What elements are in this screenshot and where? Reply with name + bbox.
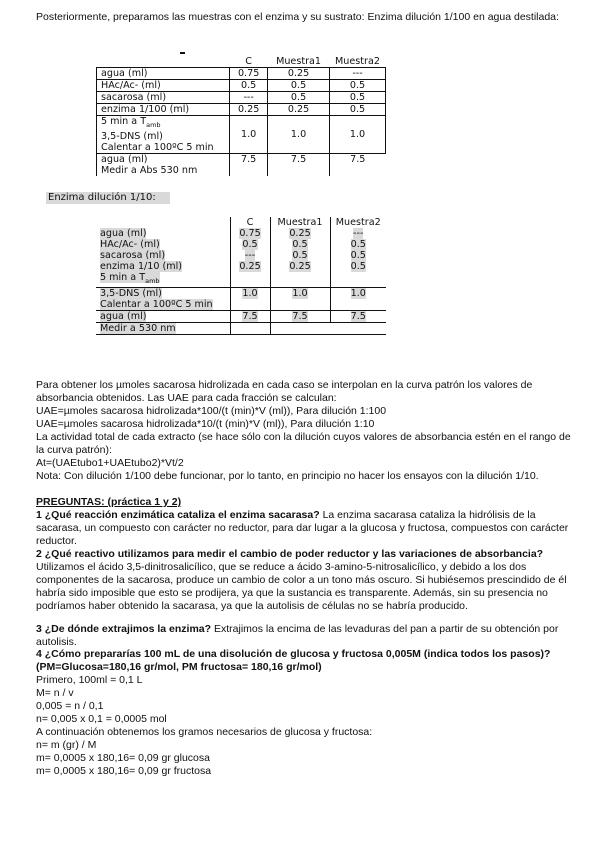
calc-line: n= m (gr) / M (36, 739, 97, 751)
header-muestra1: Muestra1 (270, 217, 330, 228)
cell-m1: 0.25 (289, 261, 311, 272)
row-label: 5 min a $T_{amb}$ (100, 272, 160, 285)
formula-uae-100: UAE=µmoles sacarosa hidrolizada*100/(t (min)*V (ml)), Para dilución 1:100 (36, 405, 387, 417)
table-row (96, 239, 386, 250)
cell-c: 7.5 (242, 310, 258, 322)
row-label: HAc/Ac- (ml) (100, 239, 160, 250)
table-row (96, 250, 386, 261)
cell-m2: 1.0 (330, 116, 386, 154)
row-label-steps: 5 min a $T_{amb}$ 3,5-DNS (ml) Calentar a 100ºC 5 min (97, 116, 230, 154)
cell-c: 0.5 (230, 80, 268, 92)
row-label: HAc/Ac- (ml) (97, 80, 230, 92)
calc-line: n= 0,005 x 0,1 = 0,0005 mol (36, 713, 167, 725)
intro-text: Posteriormente, preparamos las muestras con el enzima y su sustrato: Enzima dilución 1/100 en agua destilada: (36, 11, 559, 23)
cell-m2: 7.5 (330, 153, 386, 176)
cell-m2: --- (353, 228, 364, 239)
cell-m1: 7.5 (292, 310, 308, 322)
table-row (97, 153, 386, 176)
row-label: Medir a 530 nm (100, 322, 176, 334)
question-2: 2 ¿Qué reactivo utilizamos para medir el cambio de poder reductor y las variaciones de absorbancia? Utilizamos el ácido 3,5-dinitrosalicílico, que se reduce a ácido 3-amino-5-nitrosalicílico, y debido a los dos componentes de la sacarosa, produce un cambio de color a un tono más oscuro. Si hubiésemos prescindido de él habría sido imposible que esto se prodijera, ya que la sustancia es transparente. Además, sin su presencia no podríamos haber obtenido la sacarasa, ya que la autolisis de células no se habría producido. (36, 548, 567, 613)
cell-c: 0.75 (230, 68, 268, 80)
calc-line: A continuación obtenemos los gramos necesarios de glucosa y fructosa: (36, 726, 373, 738)
header-c: C (230, 217, 270, 228)
table-row (96, 261, 386, 272)
cell-c: 1.0 (242, 287, 258, 299)
table-row (97, 92, 386, 104)
header-muestra1: Muestra1 (268, 56, 330, 68)
row-label: sacarosa (ml) (100, 250, 166, 261)
cell-m2: --- (330, 68, 386, 80)
row-label: agua (ml) (100, 310, 147, 322)
header-muestra2: Muestra2 (330, 217, 386, 228)
row-label: sacarosa (ml) (97, 92, 230, 104)
cell-m1: 0.25 (268, 68, 330, 80)
calc-line: m= 0,0005 x 180,16= 0,09 gr fructosa (36, 765, 212, 777)
cell-c: 7.5 (230, 153, 268, 176)
table-row (96, 299, 386, 311)
stray-mark (180, 52, 185, 54)
cell-c: --- (244, 250, 256, 261)
calc-line: Primero, 100ml = 0,1 L (36, 674, 143, 686)
table-row (96, 287, 386, 299)
table-row (97, 68, 386, 80)
cell-m1: 7.5 (268, 153, 330, 176)
cell-m2: 0.5 (330, 80, 386, 92)
cell-m1: 0.25 (268, 104, 330, 116)
table-row (97, 80, 386, 92)
cell-c: --- (230, 92, 268, 104)
cell-c: 0.25 (239, 261, 261, 272)
row-label: agua (ml) (100, 228, 147, 239)
questions-heading: PREGUNTAS: (práctica 1 y 2) (36, 496, 182, 508)
cell-c: 0.75 (239, 228, 261, 239)
calc-line: M= n / v (36, 687, 74, 699)
paragraph-interpolation: Para obtener los µmoles sacarosa hidrolizada en cada caso se interpolan en la curva patrón los valores de absorbancia obtenidos. Las UAE para cada fracción se calculan: (36, 379, 533, 405)
formula-uae-10: UAE=µmoles sacarosa hidrolizada*10/(t (min)*V (ml)), Para dilución 1:10 (36, 418, 375, 430)
paragraph-total-activity: La actividad total de cada extracto (se hace sólo con la dilución cuyos valores de absorbancia estén en el rango de la curva patrón): (36, 431, 571, 457)
question-1: 1 ¿Qué reacción enzimática cataliza el enzima sacarasa? La enzima sacarasa cataliza la hidrólisis de la sacarasa, un compuesto con carácter no reductor, para dar lugar a la glucosa y fructosa, compuestos con carácter reductor. (36, 509, 569, 548)
note: Nota: Con dilución 1/100 debe funcionar, por lo tanto, en principio no hacer los ensayos con la dilución 1/10. (36, 470, 539, 482)
cell-m1: 0.5 (268, 80, 330, 92)
cell-m1: 1.0 (292, 287, 308, 299)
question-4: 4 ¿Cómo prepararías 100 mL de una disolución de glucosa y fructosa 0,005M (indica todos los pasos)? (PM=Glucosa=180,16 gr/mol, PM fructosa= 180,16 gr/mol) (36, 648, 551, 674)
table-header-row (96, 217, 386, 228)
table-row (96, 272, 386, 287)
table-dilution-1-100 (96, 56, 386, 176)
cell-m1: 1.0 (268, 116, 330, 154)
cell-m2: 1.0 (350, 287, 366, 299)
cell-m2: 0.5 (330, 104, 386, 116)
row-label: Calentar a 100ºC 5 min (100, 298, 213, 310)
cell-m1: 0.5 (292, 239, 308, 250)
cell-m2: 0.5 (350, 239, 366, 250)
table-row (96, 310, 386, 322)
formula-at: At=(UAEtubo1+UAEtubo2)*Vt/2 (36, 457, 184, 469)
cell-m2: 0.5 (350, 261, 366, 272)
cell-m2: 0.5 (330, 92, 386, 104)
header-c: C (230, 56, 268, 68)
cell-c: 1.0 (230, 116, 268, 154)
table-header-row (97, 56, 386, 68)
calc-line: 0,005 = n / 0,1 (36, 700, 104, 712)
header-muestra2: Muestra2 (330, 56, 386, 68)
table-row (97, 116, 386, 154)
cell-c: 0.5 (242, 239, 258, 250)
row-label: agua (ml) (97, 68, 230, 80)
cell-m1: 0.5 (268, 92, 330, 104)
question-3: 3 ¿De dónde extrajimos la enzima? Extrajimos la encima de las levaduras del pan a partir de su obtención por autolisis. (36, 623, 559, 649)
table2-label: Enzima dilución 1/10: (46, 192, 170, 204)
table-row (97, 104, 386, 116)
cell-m2: 7.5 (350, 310, 366, 322)
calc-line: m= 0,0005 x 180,16= 0,09 gr glucosa (36, 752, 210, 764)
row-label-steps: agua (ml) Medir a Abs 530 nm (97, 153, 230, 176)
cell-m1: 0.5 (292, 250, 308, 261)
row-label: enzima 1/100 (ml) (97, 104, 230, 116)
row-label: 3,5-DNS (ml) (100, 287, 162, 299)
table-row (96, 228, 386, 239)
row-label: enzima 1/10 (ml) (100, 261, 183, 272)
table-dilution-1-10 (96, 217, 386, 335)
cell-m1: 0.25 (289, 228, 311, 239)
table-row (96, 322, 386, 334)
cell-m2: 0.5 (350, 250, 366, 261)
cell-c: 0.25 (230, 104, 268, 116)
